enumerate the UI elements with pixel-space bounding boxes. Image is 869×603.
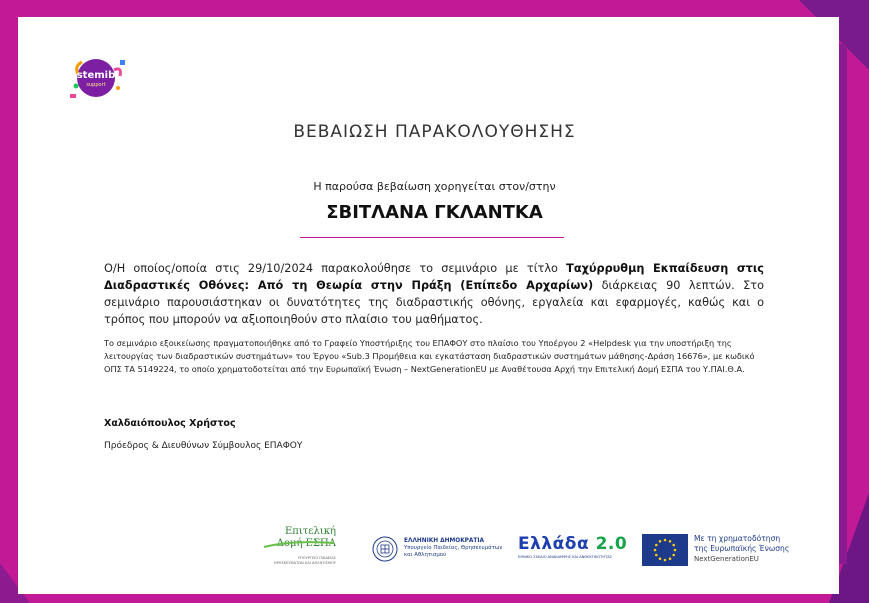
greek-emblem-icon	[372, 536, 400, 564]
ellada-subtitle: ΕΘΝΙΚΟ ΣΧΕΔΙΟ ΑΝΑΚΑΜΨΗΣ ΚΑΙ ΑΝΘΕΚΤΙΚΟΤΗΤΑΣ	[518, 555, 613, 559]
stemib-logo	[60, 52, 136, 106]
certificate-body	[104, 260, 764, 328]
issued-to-text: Η παρούσα βεβαίωση χορηγείται στον/στην	[313, 180, 556, 193]
espa-logo-sub1: ΥΠΟΥΡΓΕΙΟ ΠΑΙΔΕΙΑΣ	[297, 556, 336, 560]
signer-role: Πρόεδρος & Διευθύνων Σύμβουλος ΕΠΑΦΟΥ	[104, 441, 303, 451]
ellada-word: Ελλάδα	[518, 534, 590, 554]
ellada-number: 2.0	[595, 534, 628, 554]
espa-logo	[262, 526, 336, 566]
eu-text-line2: της Ευρωπαϊκής Ένωσης	[694, 544, 790, 553]
greek-republic-sub1: Υπουργείο Παιδείας, Θρησκευμάτων	[404, 545, 503, 551]
espa-logo-line1: Επιτελική	[284, 526, 336, 537]
espa-logo-line2: Δομή ΕΣΠΑ	[276, 538, 336, 549]
eu-flag-icon	[642, 534, 688, 566]
body-details: διάρκειας 90 λεπτών. Στο σεμινάριο παρουσιάστηκαν οι δυνατότητες της διαδραστικής οθόνης, εργαλεία και εφαρμογές, καθώς και ο τρόπος που μπορούν να αξιοποιηθούν στο πλαίσιο του μαθήματος.	[104, 279, 764, 326]
certificate-title: ΒΕΒΑΙΩΣΗ ΠΑΡΑΚΟΛΟΥΘΗΣΗΣ	[293, 122, 576, 142]
greek-republic-sub2: και Αθλητισμού	[404, 552, 447, 558]
espa-logo-sub2: ΘΡΗΣΚΕΥΜΑΤΩΝ ΚΑΙ ΑΘΛΗΤΙΣΜΟΥ	[273, 561, 336, 565]
espa-swoosh-icon	[262, 540, 336, 548]
funding-statement: Το σεμινάριο εξοικείωσης πραγματοποιήθηκε από το Γραφείο Υποστήριξης του ΕΠΑΦΟΥ στο πλαίσιο του Υποέργου 2 «Helpdesk για την υποστήριξη της λειτουργίας των διαδραστικών συστημάτων» του Έργου «Sub.3 Προμήθεια και εγκατάσταση διαδραστικών συστημάτων μάθησης-Δράση 16676», με κωδικό ΟΠΣ ΤΑ 5149224, το οποίο χρηματοδοτείται από την Ευρωπαϊκή Ένωση – NextGenerationEU με Αναθέτουσα Αρχή την Επιτελική Δομή ΕΣΠΑ του Υ.ΠΑΙ.Θ.Α.	[104, 338, 755, 374]
eu-text-line1: Με τη χρηματοδότηση	[694, 534, 781, 543]
greek-republic-title: ΕΛΛΗΝΙΚΗ ΔΗΜΟΚΡΑΤΙΑ	[404, 538, 485, 544]
eu-funding-logo	[642, 534, 822, 568]
footer-logos	[262, 526, 822, 576]
eu-text-nextgen: NextGenerationEU	[694, 555, 759, 563]
recipient-name: ΣΒΙΤΛΑΝΑ ΓΚΛΑΝΤΚΑ	[326, 202, 543, 223]
body-intro: Ο/Η οποίος/οποία στις 29/10/2024 παρακολούθησε το σεμινάριο με τίτλο	[104, 262, 567, 275]
logo-text-main: stemib	[76, 70, 116, 81]
logo-text-sub: support	[86, 82, 106, 88]
signer-name: Χαλδαιόπουλος Χρήστος	[104, 418, 236, 429]
course-title: Ταχύρρυθμη Εκπαίδευση στις Διαδραστικές Οθόνες: Από τη Θεωρία στην Πράξη (Επίπεδο Αρχαρίων)	[104, 262, 764, 292]
greek-republic-logo	[404, 538, 509, 559]
ellada-2-logo	[518, 534, 638, 559]
recipient-underline	[300, 237, 564, 238]
